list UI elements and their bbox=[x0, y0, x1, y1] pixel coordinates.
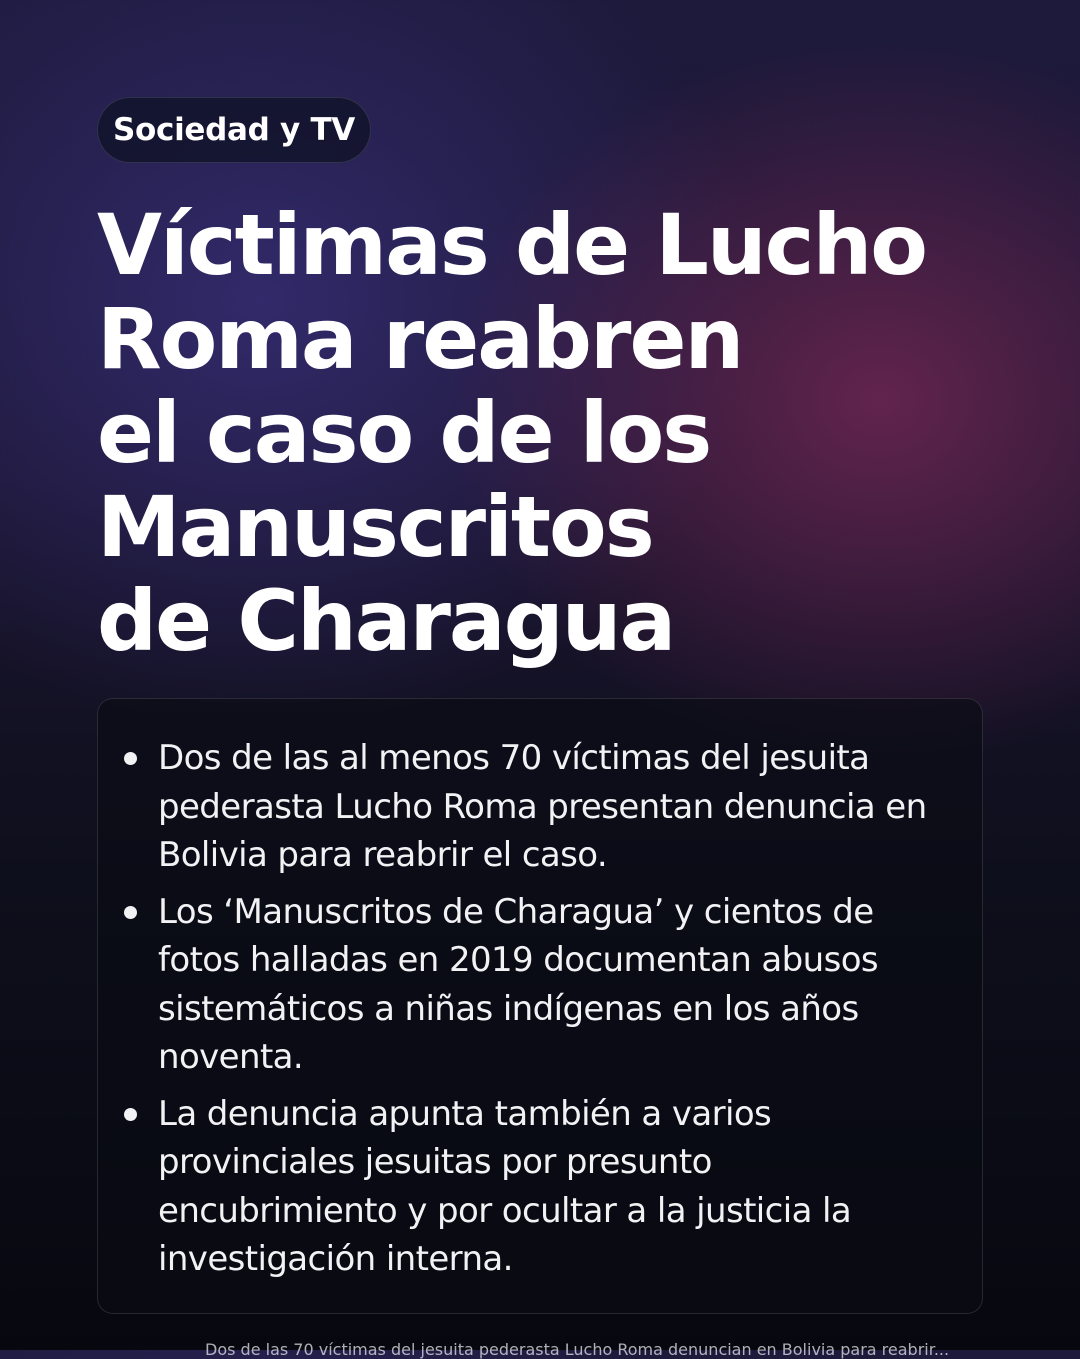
bullet-line: Dos de las al menos 70 víctimas del jesuita bbox=[158, 738, 870, 778]
summary-bullet-list bbox=[120, 734, 964, 1292]
summary-card bbox=[97, 698, 983, 1314]
headline-line: Roma reabren bbox=[97, 290, 743, 388]
bullet-line: pederasta Lucho Roma presentan denuncia en bbox=[158, 786, 927, 827]
bullet-line: investigación interna. bbox=[158, 1239, 513, 1279]
bullet-text bbox=[158, 888, 964, 1082]
bullet-line: Los ‘Manuscritos de Charagua’ y cientos de bbox=[158, 891, 874, 932]
bullet-line: La denuncia apunta también a varios bbox=[158, 1093, 772, 1134]
bullet-line: sistemáticos a niñas indígenas en los años bbox=[158, 988, 859, 1029]
bullet-line: fotos halladas en 2019 documentan abusos bbox=[158, 940, 879, 980]
category-badge: Sociedad y TV bbox=[97, 97, 371, 163]
bullet-line: Bolivia para reabrir el caso. bbox=[158, 835, 608, 875]
article-body-preview: Dos de las 70 víctimas del jesuita pederasta Lucho Roma denuncian en Bolivia para reabrir... bbox=[205, 1340, 950, 1359]
bullet-line: encubrimiento y por ocultar a la justicia la bbox=[158, 1190, 852, 1231]
headline bbox=[97, 198, 997, 668]
headline-line: Víctimas de Lucho bbox=[97, 196, 926, 294]
summary-bullet bbox=[120, 1090, 964, 1284]
summary-bullet bbox=[120, 888, 964, 1082]
bullet-text bbox=[158, 734, 964, 880]
bullet-dot-icon bbox=[124, 752, 137, 765]
headline-line: de Charagua bbox=[97, 572, 675, 670]
bullet-line: provinciales jesuitas por presunto bbox=[158, 1142, 712, 1182]
bullet-dot-icon bbox=[124, 1108, 137, 1121]
summary-bullet bbox=[120, 734, 964, 880]
bullet-text bbox=[158, 1090, 964, 1284]
headline-line: Manuscritos bbox=[97, 478, 653, 576]
bullet-line: noventa. bbox=[158, 1037, 304, 1077]
headline-line: el caso de los bbox=[97, 384, 711, 482]
bullet-dot-icon bbox=[124, 906, 137, 919]
